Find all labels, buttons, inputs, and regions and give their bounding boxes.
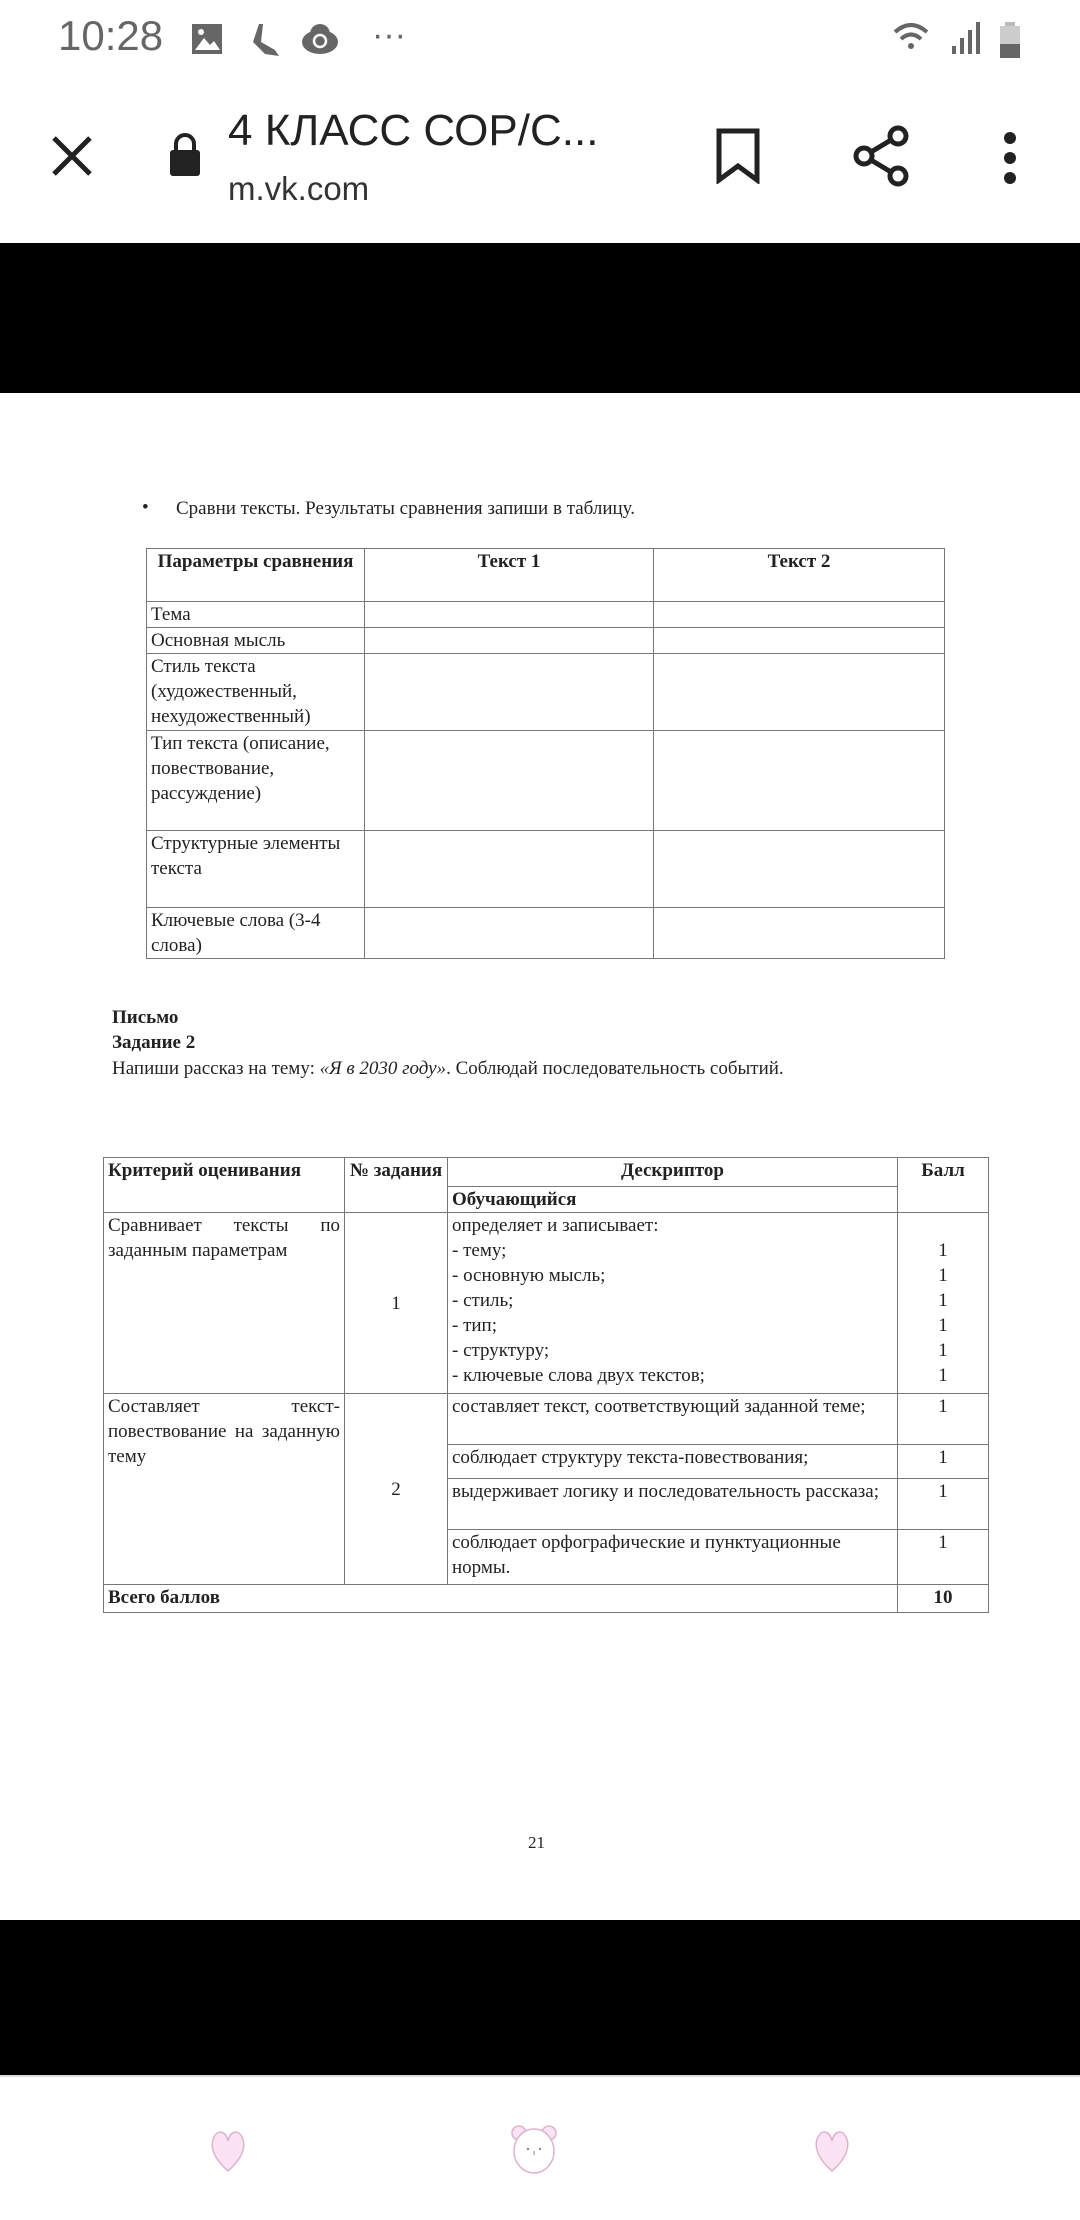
bottom-bar (0, 2075, 1080, 2220)
descriptor-line: - стиль; (452, 1290, 514, 1311)
descriptor: соблюдает структуру текста-повествования; (448, 1445, 898, 1479)
descriptor-line: - тип; (452, 1315, 497, 1336)
header-criterion: Критерий оценивания (104, 1158, 345, 1213)
cell (365, 654, 654, 731)
cell (654, 908, 945, 959)
descriptor-line: - структуру; (452, 1340, 550, 1361)
more-options-icon[interactable] (1000, 130, 1020, 186)
signal-icon (950, 22, 980, 56)
criterion-1: Сравнивает тексты по заданным параметрам (104, 1213, 345, 1394)
cell (365, 831, 654, 908)
page-url: m.vk.com (228, 170, 370, 207)
instruction-text: Сравни тексты. Результаты сравнения запиши в таблицу. (176, 498, 636, 519)
close-icon[interactable] (50, 134, 94, 178)
score: 1 (938, 1340, 948, 1361)
cell (365, 908, 654, 959)
bookmark-icon[interactable] (715, 128, 761, 184)
cell (654, 731, 945, 831)
task-topic: «Я в 2030 году» (319, 1058, 447, 1079)
header-number: № задания (345, 1158, 448, 1213)
shoe-icon (245, 22, 281, 58)
row-label: Ключевые слова (3-4 слова) (147, 908, 365, 959)
cell (365, 602, 654, 628)
gallery-icon (190, 22, 224, 56)
score: 1 (938, 1315, 948, 1336)
descriptor: выдерживает логику и последовательность рассказа; (448, 1479, 898, 1530)
row-label: Тема (147, 602, 365, 628)
score: 1 (938, 1265, 948, 1286)
total-score: 10 (898, 1585, 989, 1613)
more-notifications-icon: ··· (372, 16, 406, 54)
score: 1 (898, 1445, 989, 1479)
score: 1 (938, 1240, 948, 1261)
score: 1 (938, 1290, 948, 1311)
scores-1 (898, 1213, 989, 1394)
task-suffix: . Соблюдай последовательность событий. (446, 1058, 784, 1079)
clock: 10:28 (58, 12, 164, 59)
bear-icon[interactable] (506, 2121, 562, 2177)
battery-icon (998, 22, 1022, 58)
header-score: Балл (898, 1158, 989, 1213)
comparison-table (146, 548, 945, 959)
wifi-icon (893, 22, 933, 56)
descriptor-line: - тему; (452, 1240, 507, 1261)
score: 1 (898, 1530, 989, 1585)
bullet-icon: • (142, 497, 149, 518)
total-label: Всего баллов (104, 1585, 898, 1613)
row-label: Стиль текста (художественный, нехудожественный) (147, 654, 365, 731)
criterion-2: Составляет текст-повествование на заданную тему (104, 1394, 345, 1585)
browser-toolbar (0, 80, 1080, 243)
score: 1 (938, 1365, 948, 1386)
cell (365, 731, 654, 831)
heart-icon[interactable] (208, 2127, 248, 2175)
letterbox-bottom (0, 1920, 1080, 2075)
task-number-2: 2 (345, 1394, 448, 1585)
score: 1 (898, 1479, 989, 1530)
header-text2: Текст 2 (654, 549, 945, 602)
letterbox-top (0, 243, 1080, 393)
cell (365, 628, 654, 654)
heart-icon[interactable] (812, 2127, 852, 2175)
assessment-table (103, 1157, 989, 1613)
section-heading: Письмо (112, 1007, 179, 1028)
header-descriptor: Дескриптор (448, 1158, 898, 1187)
status-bar (0, 0, 1080, 80)
descriptor-line: - ключевые слова двух текстов; (452, 1365, 705, 1386)
header-learner: Обучающийся (448, 1187, 898, 1213)
descriptor-line: определяет и записывает: (452, 1215, 659, 1236)
descriptor-line: - основную мысль; (452, 1265, 606, 1286)
header-text1: Текст 1 (365, 549, 654, 602)
share-icon[interactable] (852, 124, 912, 188)
descriptor: составляет текст, соответствующий заданной теме; (448, 1394, 898, 1445)
task-prefix: Напиши рассказ на тему: (112, 1058, 320, 1079)
page-number: 21 (528, 1833, 545, 1852)
task-number-1: 1 (345, 1213, 448, 1394)
cell (654, 602, 945, 628)
row-label: Тип текста (описание, повествование, рассуждение) (147, 731, 365, 831)
lock-icon (168, 132, 202, 176)
cell (654, 654, 945, 731)
cell (654, 628, 945, 654)
task-text (112, 1058, 784, 1080)
task-heading: Задание 2 (112, 1032, 196, 1053)
header-parameters: Параметры сравнения (147, 549, 365, 602)
document-page[interactable] (0, 393, 1080, 1920)
row-label: Основная мысль (147, 628, 365, 654)
descriptor: соблюдает орфографические и пунктуационные нормы. (448, 1530, 898, 1585)
descriptor-1 (448, 1213, 898, 1394)
row-label: Структурные элементы текста (147, 831, 365, 908)
cell (654, 831, 945, 908)
score: 1 (898, 1394, 989, 1445)
cloud-sync-icon (300, 22, 340, 56)
page-title: 4 КЛАСС СОР/С... (228, 106, 599, 155)
